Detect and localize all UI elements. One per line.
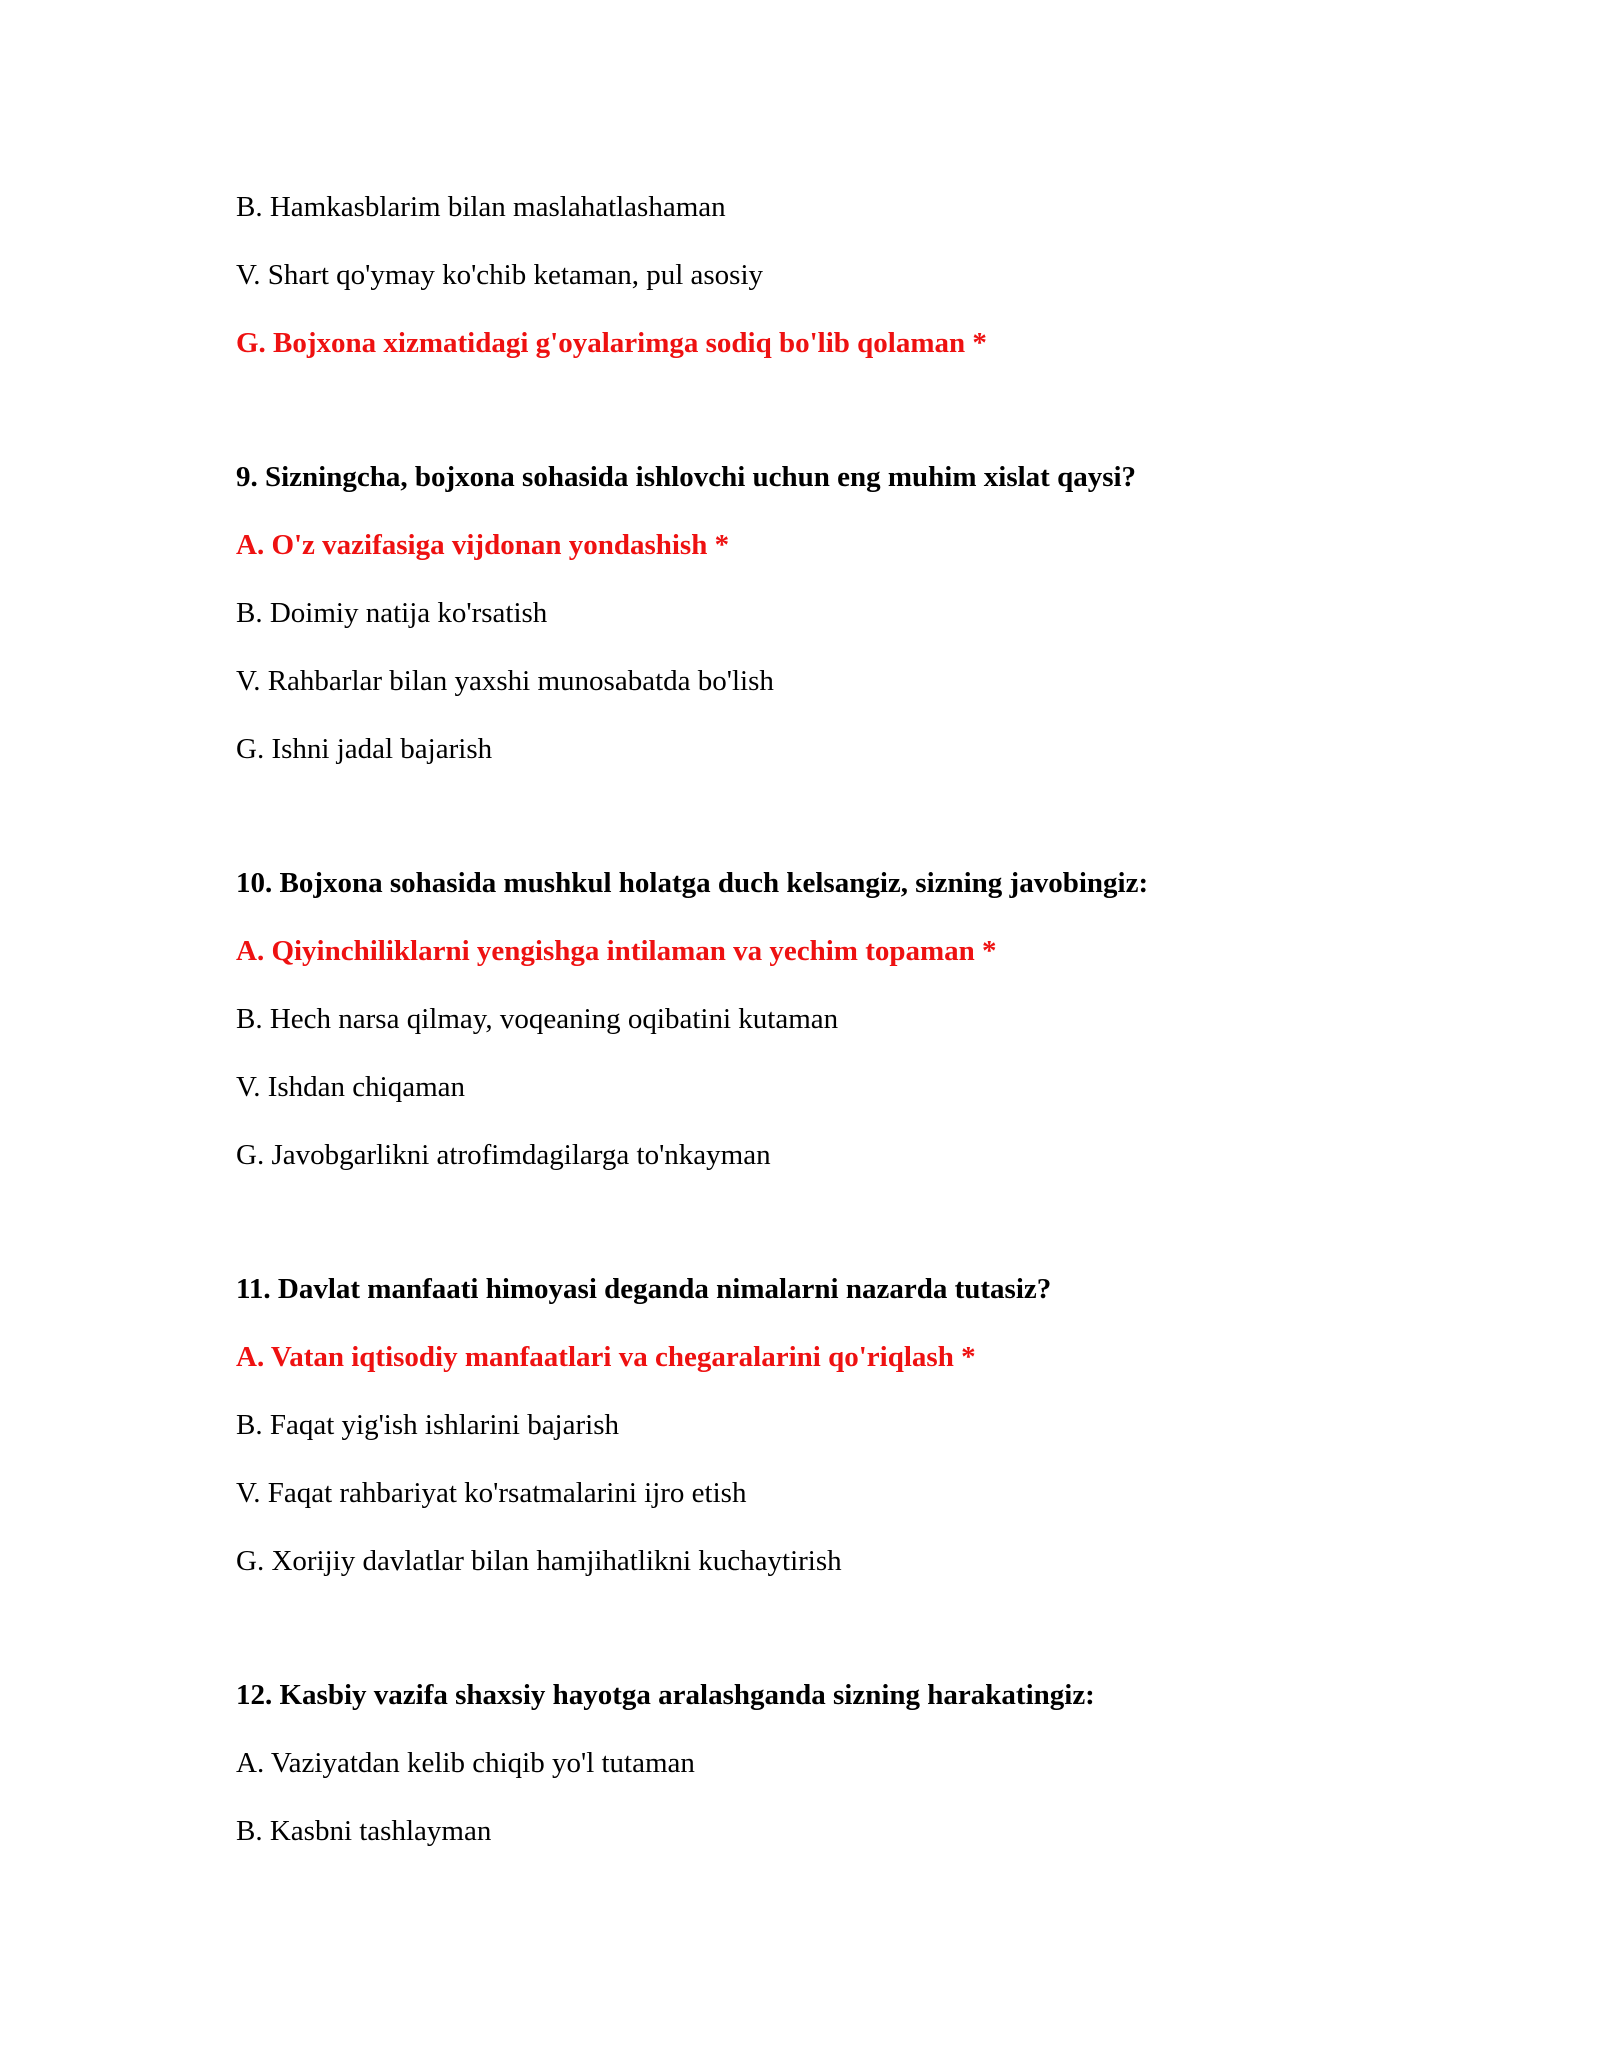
option-q10-v: V. Ishdan chiqaman: [236, 1071, 465, 1103]
option-q12-b: B. Kasbni tashlayman: [236, 1815, 492, 1847]
option-q9-a-correct: A. O'z vazifasiga vijdonan yondashish *: [236, 529, 730, 561]
option-q12-a: A. Vaziyatdan kelib chiqib yo'l tutaman: [236, 1747, 695, 1779]
option-q8-v: V. Shart qo'ymay ko'chib ketaman, pul asosiy: [236, 259, 764, 291]
question-11: 11. Davlat manfaati himoyasi deganda nimalarni nazarda tutasiz?: [236, 1273, 1052, 1305]
option-q10-a-correct: A. Qiyinchiliklarni yengishga intilaman va yechim topaman *: [236, 935, 997, 967]
option-q10-g: G. Javobgarlikni atrofimdagilarga to'nkayman: [236, 1139, 771, 1171]
option-q9-v: V. Rahbarlar bilan yaxshi munosabatda bo'lish: [236, 665, 774, 697]
option-q11-b: B. Faqat yig'ish ishlarini bajarish: [236, 1409, 619, 1441]
option-q11-g: G. Xorijiy davlatlar bilan hamjihatlikni kuchaytirish: [236, 1545, 842, 1577]
question-12: 12. Kasbiy vazifa shaxsiy hayotga aralashganda sizning harakatingiz:: [236, 1679, 1095, 1711]
option-q9-b: B. Doimiy natija ko'rsatish: [236, 597, 548, 629]
option-q9-g: G. Ishni jadal bajarish: [236, 733, 493, 765]
option-q11-a-correct: A. Vatan iqtisodiy manfaatlari va chegaralarini qo'riqlash *: [236, 1341, 976, 1373]
option-q8-g-correct: G. Bojxona xizmatidagi g'oyalarimga sodiq bo'lib qolaman *: [236, 327, 987, 359]
option-q10-b: B. Hech narsa qilmay, voqeaning oqibatini kutaman: [236, 1003, 839, 1035]
question-9: 9. Sizningcha, bojxona sohasida ishlovchi uchun eng muhim xislat qaysi?: [236, 461, 1137, 493]
question-10: 10. Bojxona sohasida mushkul holatga duch kelsangiz, sizning javobingiz:: [236, 867, 1149, 899]
option-q8-b: B. Hamkasblarim bilan maslahatlashaman: [236, 191, 726, 223]
option-q11-v: V. Faqat rahbariyat ko'rsatmalarini ijro etish: [236, 1477, 747, 1509]
